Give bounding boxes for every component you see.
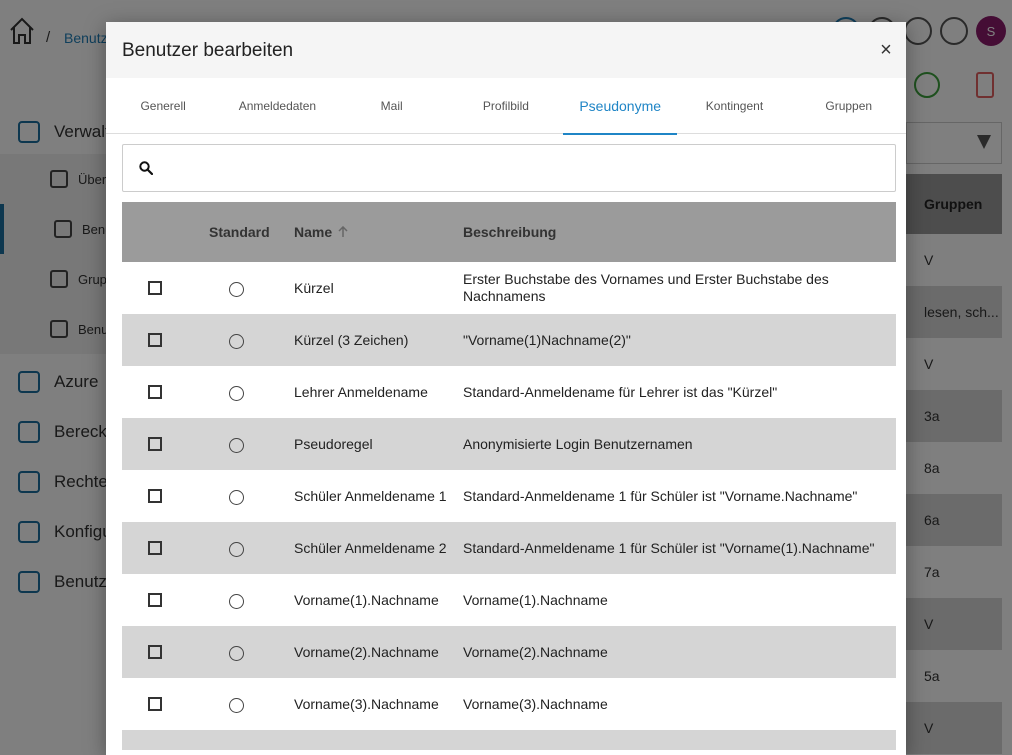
row-checkbox[interactable] xyxy=(148,489,162,503)
row-description: Vorname(1).Nachname xyxy=(463,592,608,608)
dialog-title: Benutzer bearbeiten xyxy=(122,40,294,61)
row-name: Vorname(1).Nachname xyxy=(294,592,439,608)
row-checkbox[interactable] xyxy=(148,333,162,347)
dialog-header xyxy=(106,22,906,78)
table-row[interactable] xyxy=(122,730,896,750)
row-description: Vorname(3).Nachname xyxy=(463,696,608,712)
table-row[interactable] xyxy=(122,314,896,366)
table-header xyxy=(122,202,896,262)
standard-radio[interactable] xyxy=(229,698,244,713)
tab-generell[interactable]: Generell xyxy=(140,99,186,113)
row-name: Kürzel (3 Zeichen) xyxy=(294,332,409,348)
standard-radio[interactable] xyxy=(229,386,244,401)
standard-radio[interactable] xyxy=(229,646,244,661)
row-name: Kürzel xyxy=(294,280,334,296)
tab-anmeldedaten[interactable]: Anmeldedaten xyxy=(238,99,317,113)
search-icon xyxy=(139,161,153,175)
table-row[interactable] xyxy=(122,678,896,730)
tab-bar xyxy=(106,78,906,134)
row-checkbox[interactable] xyxy=(148,385,162,399)
row-description: Vorname(2).Nachname xyxy=(463,644,608,660)
table-row[interactable] xyxy=(122,626,896,678)
table-row[interactable] xyxy=(122,418,896,470)
row-checkbox[interactable] xyxy=(148,541,162,555)
close-icon[interactable]: × xyxy=(880,39,892,61)
row-name: Vorname(3).Nachname xyxy=(294,696,439,712)
standard-radio[interactable] xyxy=(229,282,244,297)
column-header-name[interactable] xyxy=(294,224,348,240)
edit-user-dialog xyxy=(106,22,906,755)
column-header-standard[interactable]: Standard xyxy=(209,224,270,240)
tab-gruppen[interactable]: Gruppen xyxy=(825,99,873,113)
standard-radio[interactable] xyxy=(229,438,244,453)
row-description: Erster Buchstabe des Vornames und Erster Buchstabe des Nachnamens xyxy=(463,271,829,304)
table-row[interactable] xyxy=(122,574,896,626)
pseudonym-table xyxy=(122,202,896,750)
row-checkbox[interactable] xyxy=(148,645,162,659)
row-checkbox[interactable] xyxy=(148,593,162,607)
tab-mail[interactable]: Mail xyxy=(380,99,403,113)
row-description: "Vorname(1)Nachname(2)" xyxy=(463,332,631,348)
tab-kontingent[interactable]: Kontingent xyxy=(705,99,764,113)
table-row[interactable] xyxy=(122,366,896,418)
column-header-name-label: Name xyxy=(294,224,333,240)
row-checkbox[interactable] xyxy=(148,281,162,295)
row-description: Standard-Anmeldename 1 für Schüler ist "Vorname.Nachname" xyxy=(463,488,858,504)
tab-profilbild[interactable]: Profilbild xyxy=(482,99,529,113)
sort-ascending-icon xyxy=(338,226,348,238)
row-description: Standard-Anmeldename für Lehrer ist das "Kürzel" xyxy=(463,384,778,400)
table-row[interactable] xyxy=(122,470,896,522)
search-input[interactable] xyxy=(167,153,887,183)
row-name: Pseudoregel xyxy=(294,436,373,452)
table-row[interactable] xyxy=(122,262,896,314)
row-name: Schüler Anmeldename 2 xyxy=(294,540,447,556)
standard-radio[interactable] xyxy=(229,594,244,609)
row-name: Lehrer Anmeldename xyxy=(294,384,428,400)
standard-radio[interactable] xyxy=(229,542,244,557)
row-description: Anonymisierte Login Benutzernamen xyxy=(463,436,693,452)
table-row[interactable] xyxy=(122,522,896,574)
row-name: Vorname(2).Nachname xyxy=(294,644,439,660)
row-checkbox[interactable] xyxy=(148,697,162,711)
search-box xyxy=(122,144,896,192)
row-name: Schüler Anmeldename 1 xyxy=(294,488,447,504)
row-description: Standard-Anmeldename 1 für Schüler ist "Vorname(1).Nachname" xyxy=(463,540,875,556)
column-header-description[interactable]: Beschreibung xyxy=(463,224,557,240)
standard-radio[interactable] xyxy=(229,334,244,349)
tab-pseudonyme[interactable]: Pseudonyme xyxy=(563,78,677,134)
standard-radio[interactable] xyxy=(229,490,244,505)
row-checkbox[interactable] xyxy=(148,437,162,451)
